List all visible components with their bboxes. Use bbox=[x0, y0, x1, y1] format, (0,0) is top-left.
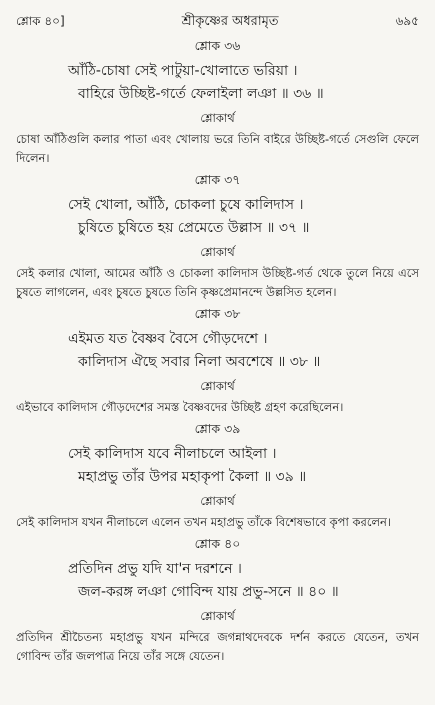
verse-text bbox=[16, 558, 419, 604]
translation-text: এইভাবে কালিদাস গৌড়দেশের সমস্ত বৈষ্ণবদের উচ্ছিষ্ট গ্রহণ করেছিলেন। bbox=[16, 400, 344, 414]
verse-line: বাহিরে উচ্ছিষ্ট-গর্তে ফেলাইলা লঞা ॥ ৩৬ ॥ bbox=[78, 86, 324, 102]
verse-block-39 bbox=[16, 421, 419, 532]
verse-line: সেই কালিদাস যবে নীলাচলে আইলা । bbox=[68, 446, 277, 462]
translation-text: প্রতিদিন শ্রীচৈতন্য মহাপ্রভু যখন মন্দিরে জগন্নাথদেবকে দর্শন করতে যেতেন, তখন গোবিন্দ তাঁর জলপাত্র নিয়ে তাঁর সঙ্গে যেতেন। bbox=[16, 630, 419, 663]
translation-heading: শ্লোকার্থ bbox=[200, 111, 235, 125]
verse-text bbox=[16, 443, 419, 489]
verse-line: প্রতিদিন প্রভু যদি যা'ন দরশনে । bbox=[68, 561, 242, 577]
header-chapter-title: শ্রীকৃষ্ণের অধরামৃত bbox=[181, 14, 279, 29]
page-number: ৬৯৫ bbox=[395, 14, 419, 28]
translation-heading: শ্লোকার্থ bbox=[200, 245, 235, 259]
verse-line: সেই খোলা, আঁঠি, চোকলা চুষে কালিদাস । bbox=[68, 197, 304, 213]
verse-line: জল-করঙ্গ লঞা গোবিন্দ যায় প্রভু-সনে ॥ ৪০ ॥ bbox=[78, 584, 339, 600]
translation-text: সেই কালিদাস যখন নীলাচলে এলেন তখন মহাপ্রভু তাঁকে বিশেষভাবে কৃপা করলেন। bbox=[16, 515, 392, 529]
verse-text bbox=[16, 328, 419, 374]
verse-block-40 bbox=[16, 536, 419, 666]
translation-text: চোষা আঁঠিগুলি কলার পাতা এবং খোলায় ভরে তিনি বাইরে উচ্ছিষ্ট-গর্তে সেগুলি ফেলে দিলেন। bbox=[16, 132, 419, 165]
verse-heading: শ্লোক ৩৯ bbox=[194, 421, 241, 436]
verse-heading: শ্লোক ৩৭ bbox=[194, 172, 241, 187]
translation-heading: শ্লোকার্থ bbox=[200, 379, 235, 393]
verse-block-37 bbox=[16, 172, 419, 302]
verse-line: কালিদাস ঐছে সবার নিলা অবশেষে ॥ ৩৮ ॥ bbox=[78, 354, 321, 370]
translation-heading: শ্লোকার্থ bbox=[200, 609, 235, 623]
verse-line: আঁঠি-চোষা সেই পাটুয়া-খোলাতে ভরিয়া । bbox=[68, 63, 298, 79]
verse-line: এইমত যত বৈষ্ণব বৈসে গৌড়দেশে । bbox=[68, 331, 268, 347]
verse-heading: শ্লোক ৪০ bbox=[194, 536, 241, 551]
translation-heading: শ্লোকার্থ bbox=[200, 494, 235, 508]
verse-line: চুষিতে চুষিতে হয় প্রেমেতে উল্লাস ॥ ৩৭ ॥ bbox=[78, 220, 310, 236]
running-header bbox=[16, 12, 419, 34]
translation-text: সেই কলার খোলা, আমের আঁঠি ও চোকলা কালিদাস উচ্ছিষ্ট-গর্ত থেকে তুলে নিয়ে এসে চুষতে লাগলেন, এবং চুষতে চুষতে তিনি কৃষ্ণপ্রেমানন্দে উল্লসিত হলেন। bbox=[16, 266, 419, 299]
verse-heading: শ্লোক ৩৬ bbox=[194, 38, 241, 53]
header-verse-ref: শ্লোক ৪০] bbox=[16, 14, 65, 28]
verse-heading: শ্লোক ৩৮ bbox=[194, 306, 241, 321]
verse-text bbox=[16, 60, 419, 106]
verse-block-36 bbox=[16, 38, 419, 168]
verse-block-38 bbox=[16, 306, 419, 417]
verse-line: মহাপ্রভু তাঁর উপর মহাকৃপা কৈলা ॥ ৩৯ ॥ bbox=[78, 469, 307, 485]
verse-text bbox=[16, 194, 419, 240]
